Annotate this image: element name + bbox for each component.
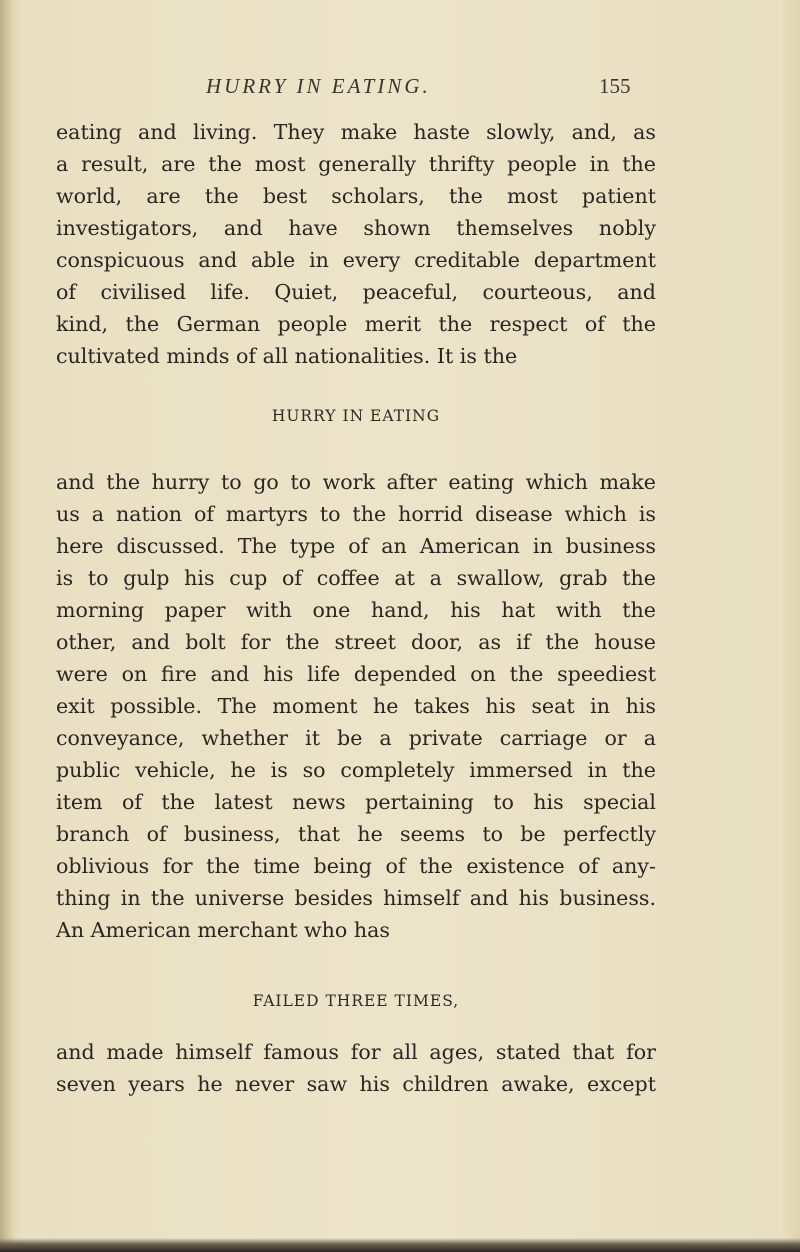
text-line: exit possible. The moment he takes his seat in his: [56, 694, 656, 718]
page-bottom-edge: [0, 1238, 800, 1252]
text-line: a result, are the most generally thrifty people in the: [56, 152, 656, 176]
text-line: branch of business, that he seems to be perfectly: [56, 822, 656, 846]
running-title: HURRY IN EATING.: [206, 74, 431, 98]
paragraph-2: [56, 466, 656, 946]
text-line: here discussed. The type of an American in business: [56, 534, 656, 558]
paragraph-3: [56, 1036, 656, 1100]
text-line: cultivated minds of all nationalities. It is the: [56, 344, 518, 368]
page-gutter-shadow: [0, 0, 14, 1252]
text-line: and the hurry to go to work after eating which make: [56, 470, 656, 494]
text-line: kind, the German people merit the respect of the: [56, 312, 656, 336]
section-subheading: FAILED THREE TIMES,: [252, 992, 460, 1010]
text-line: were on fire and his life depended on the speediest: [56, 662, 656, 686]
paragraph-1: [56, 116, 656, 372]
text-line: morning paper with one hand, his hat with the: [56, 598, 656, 622]
text-line: seven years he never saw his children awake, except: [56, 1072, 656, 1096]
text-line: investigators, and have shown themselves nobly: [56, 216, 656, 240]
text-line: world, are the best scholars, the most patient: [56, 184, 656, 208]
text-line: thing in the universe besides himself and his business.: [56, 886, 656, 910]
text-line: of civilised life. Quiet, peaceful, courteous, and: [56, 280, 656, 304]
text-line: and made himself famous for all ages, stated that for: [56, 1040, 656, 1064]
text-line: other, and bolt for the street door, as if the house: [56, 630, 656, 654]
text-line: eating and living. They make haste slowly, and, as: [56, 120, 656, 144]
text-line: us a nation of martyrs to the horrid disease which is: [56, 502, 656, 526]
section-subheading: HURRY IN EATING: [271, 407, 441, 425]
text-line: conspicuous and able in every creditable department: [56, 248, 656, 272]
text-line: conveyance, whether it be a private carriage or a: [56, 726, 656, 750]
text-line: oblivious for the time being of the existence of any-: [56, 854, 656, 878]
text-line: item of the latest news pertaining to his special: [56, 790, 656, 814]
page-number: 155: [599, 74, 631, 98]
text-line: public vehicle, he is so completely immersed in the: [56, 758, 656, 782]
text-line: is to gulp his cup of coffee at a swallow, grab the: [56, 566, 656, 590]
text-line: An American merchant who has: [56, 918, 390, 942]
